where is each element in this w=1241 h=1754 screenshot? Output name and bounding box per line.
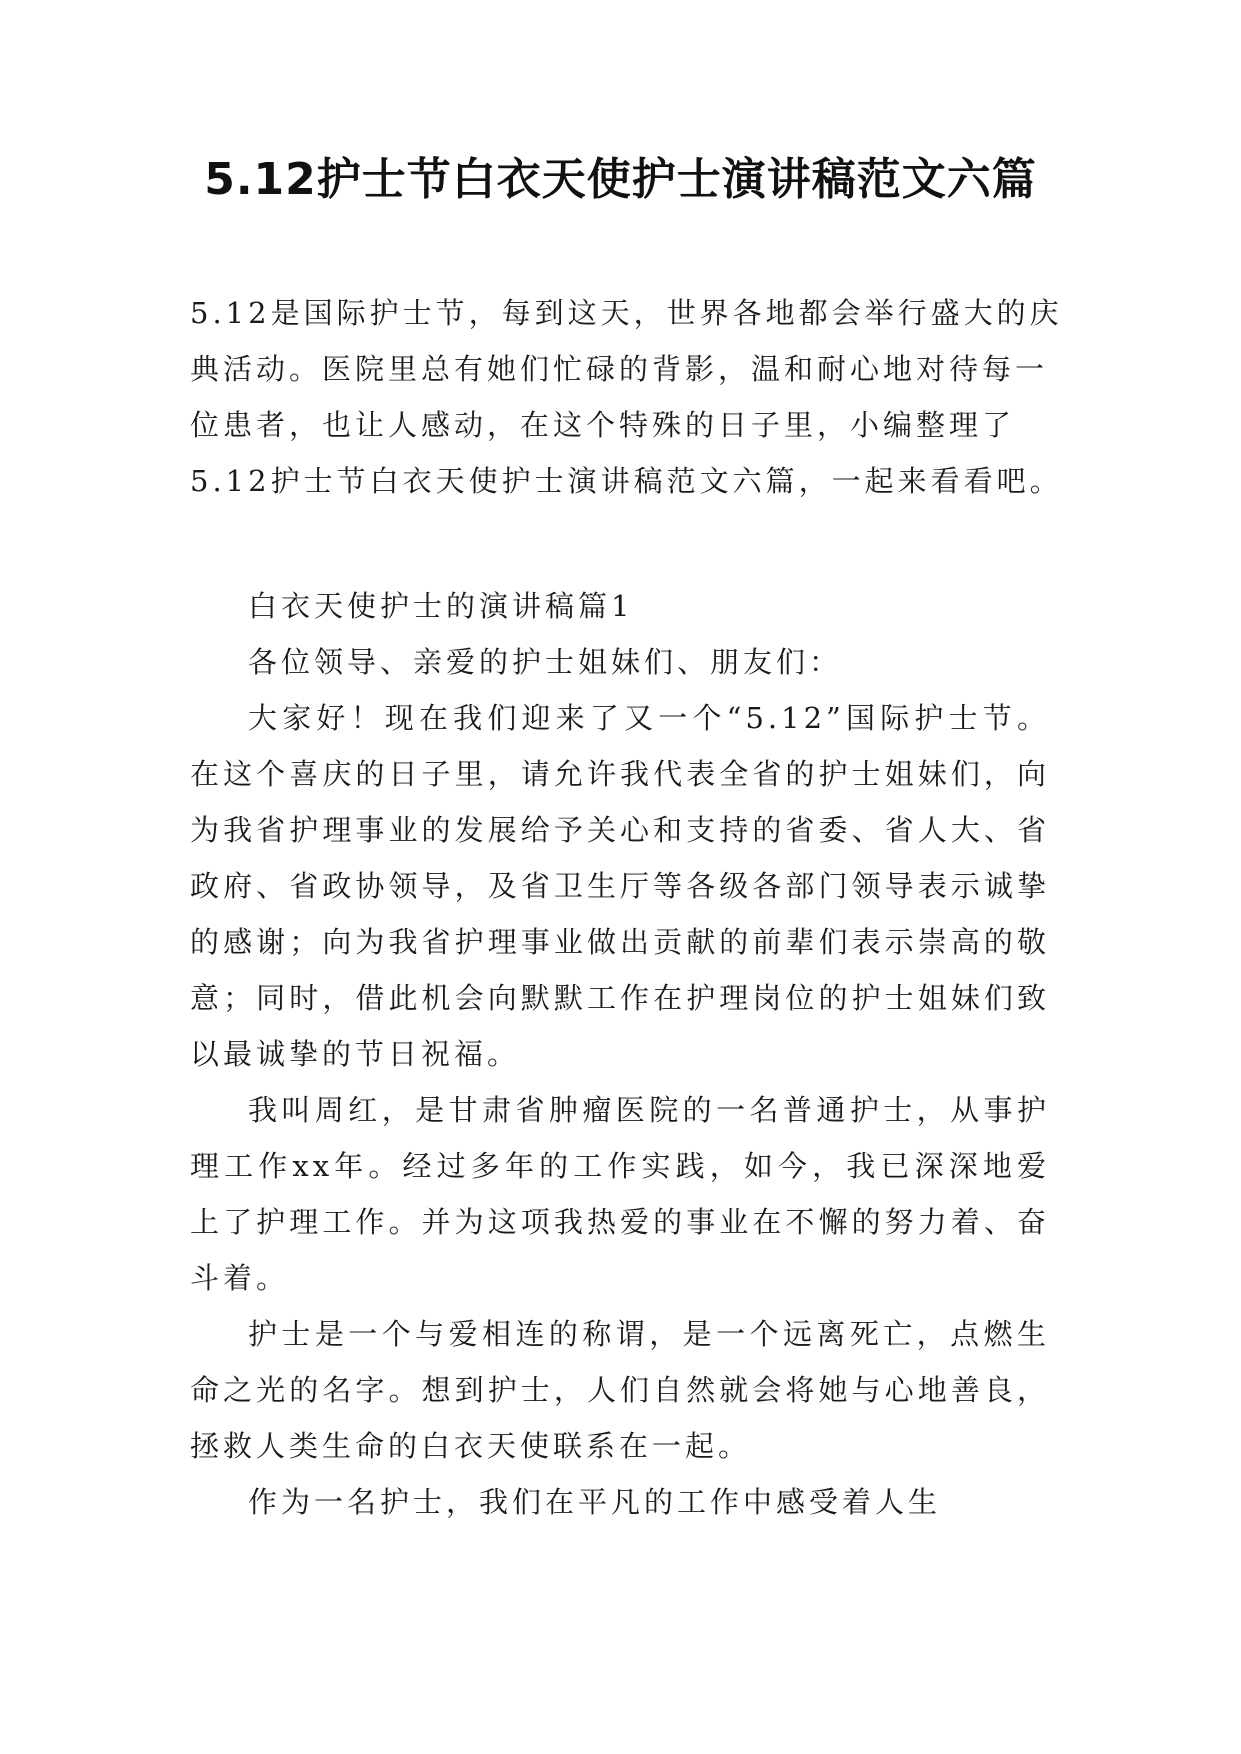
document-title: 5.12护士节白衣天使护士演讲稿范文六篇: [204, 154, 1037, 205]
intro-paragraph: [190, 285, 1063, 509]
body-paragraph: 护士是一个与爱相连的称谓，是一个远离死亡，点燃生命之光的名字。想到护士，人们自然就会将她与心地善良，拯救人类生命的白衣天使联系在一起。: [190, 1317, 1050, 1463]
section-heading: 白衣天使护士的演讲稿篇1: [248, 589, 634, 623]
body-paragraph: 我叫周红，是甘肃省肿瘤医院的一名普通护士，从事护理工作xx年。经过多年的工作实践，如今，我已深深地爱上了护理工作。并为这项我热爱的事业在不懈的努力着、奋斗着。: [190, 1093, 1050, 1295]
intro-line: 典活动。医院里总有她们忙碌的背影，温和耐心地对待每一: [190, 352, 1049, 386]
intro-line: 位患者，也让人感动，在这个特殊的日子里，小编整理了: [190, 408, 1016, 442]
body-paragraph: 作为一名护士，我们在平凡的工作中感受着人生: [248, 1485, 942, 1519]
intro-line: 5.12护士节白衣天使护士演讲稿范文六篇，一起来看看吧。: [190, 464, 1063, 498]
speech-section: [190, 578, 1050, 1530]
body-paragraph: 大家好！现在我们迎来了又一个“5.12”国际护士节。在这个喜庆的日子里，请允许我代表全省的护士姐妹们，向为我省护理事业的发展给予关心和支持的省委、省人大、省政府、省政协领导，及省卫生厅等各级各部门领导表示诚挚的感谢；向为我省护理事业做出贡献的前辈们表示崇高的敬意；同时，借此机会向默默工作在护理岗位的护士姐妹们致以最诚挚的节日祝福。: [190, 701, 1050, 1071]
greeting-line: 各位领导、亲爱的护士姐妹们、朋友们：: [248, 645, 843, 679]
intro-line: 5.12是国际护士节，每到这天，世界各地都会举行盛大的庆: [190, 296, 1063, 330]
